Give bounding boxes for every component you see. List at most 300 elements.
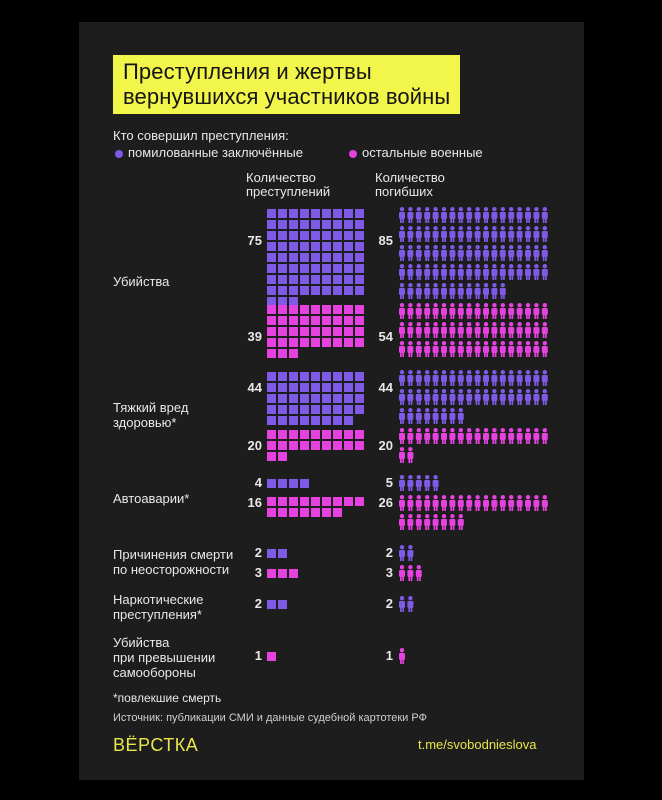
crime-square [322,242,331,251]
crime-square [300,441,309,450]
victims-people-other [399,565,422,581]
victim-icon [533,322,539,338]
victim-icon [399,245,405,261]
crime-square [289,316,298,325]
crime-square [311,338,320,347]
victim-icon [542,245,548,261]
crime-square [344,264,353,273]
victim-icon [491,303,497,319]
crime-square [344,242,353,251]
crime-square [311,497,320,506]
victim-icon [475,389,481,405]
victim-icon [491,370,497,386]
crimes-squares-pardoned [267,372,364,425]
victim-icon [407,370,413,386]
crime-square [311,275,320,284]
category-label-line: самообороны [113,665,196,680]
crime-square [333,372,342,381]
victim-icon [424,341,430,357]
victim-icon [424,283,430,299]
crime-square [278,286,287,295]
victim-icon [533,341,539,357]
victim-icon [424,245,430,261]
crime-square [322,430,331,439]
victim-icon [500,370,506,386]
crimes-count-pardoned: 44 [247,380,262,395]
victim-icon [424,303,430,319]
crime-square [278,264,287,273]
victim-icon [542,322,548,338]
crime-square [355,497,364,506]
victim-icon [441,514,447,530]
victim-icon [399,283,405,299]
crime-square [278,316,287,325]
crime-square [355,316,364,325]
crime-square [333,508,342,517]
victim-icon [458,428,464,444]
victim-icon [508,264,514,280]
crime-square [289,372,298,381]
victim-icon [533,245,539,261]
crime-square [322,220,331,229]
victim-icon [416,565,422,581]
crime-square [344,497,353,506]
crime-square [311,253,320,262]
crime-square [355,405,364,414]
column-head-deaths-line-1: Количество [375,170,445,185]
crime-square [300,286,309,295]
crime-square [267,569,276,578]
crime-square [311,508,320,517]
victim-icon [441,283,447,299]
victim-icon [458,322,464,338]
victim-icon [500,428,506,444]
crime-square [344,338,353,347]
victim-icon [542,264,548,280]
victim-icon [424,408,430,424]
crime-square [344,327,353,336]
victim-icon [449,389,455,405]
crime-square [311,305,320,314]
victim-icon [483,283,489,299]
victim-icon [483,389,489,405]
crime-square [333,264,342,273]
victim-icon [517,495,523,511]
crime-square [355,264,364,273]
crime-square [333,394,342,403]
crimes-count-pardoned: 2 [254,596,262,611]
crime-square [278,220,287,229]
crimes-squares-other [267,430,364,461]
victim-icon [466,341,472,357]
deaths-count-pardoned: 44 [378,380,393,395]
legend-label-pardoned: помилованные заключённые [128,145,303,160]
crime-square [311,231,320,240]
victim-icon [542,303,548,319]
crime-square [267,383,276,392]
crime-square [311,416,320,425]
crime-square [344,383,353,392]
crime-square [344,253,353,262]
crime-square [278,297,287,306]
deaths-count-other: 3 [385,565,393,580]
victim-icon [399,370,405,386]
crime-square [333,275,342,284]
crimes-count-pardoned: 2 [254,545,262,560]
title-line-1: Преступления и жертвы [123,59,372,84]
victim-icon [407,428,413,444]
crime-square [322,508,331,517]
victim-icon [399,322,405,338]
victim-icon [525,264,531,280]
crime-square [300,305,309,314]
crime-square [289,297,298,306]
victim-icon [433,283,439,299]
victim-icon [433,341,439,357]
victim-icon [466,245,472,261]
crime-square [355,242,364,251]
victim-icon [407,514,413,530]
victim-icon [533,226,539,242]
crimes-squares-other [267,652,276,661]
victim-icon [475,322,481,338]
crime-square [322,338,331,347]
crime-square [300,430,309,439]
victim-icon [500,389,506,405]
crime-square [300,264,309,273]
crime-square [289,405,298,414]
victim-icon [399,207,405,223]
victim-icon [416,283,422,299]
crimes-squares-pardoned [267,209,364,306]
crime-square [300,209,309,218]
victim-icon [466,264,472,280]
victim-icon [508,389,514,405]
crime-square [344,231,353,240]
victim-icon [525,495,531,511]
column-head-deaths-line-2: погибших [375,184,433,199]
crime-square [322,253,331,262]
crime-square [333,220,342,229]
victim-icon [433,475,439,491]
victim-icon [508,495,514,511]
crime-square [355,327,364,336]
crime-square [333,209,342,218]
category-label-line: по неосторожности [113,562,230,577]
crime-square [300,242,309,251]
crime-square [333,383,342,392]
victim-icon [533,370,539,386]
victim-icon [466,428,472,444]
crime-square [267,316,276,325]
crime-square [311,316,320,325]
category-label-line: Автоаварии* [113,491,190,506]
victim-icon [416,389,422,405]
crime-square [333,430,342,439]
crime-square [311,405,320,414]
crime-square [289,394,298,403]
crime-square [267,497,276,506]
victim-icon [424,322,430,338]
victim-icon [458,283,464,299]
crime-square [289,338,298,347]
victim-icon [500,264,506,280]
source-note: Источник: публикации СМИ и данные судебной картотеки РФ [113,712,427,724]
victim-icon [475,495,481,511]
victim-icon [449,341,455,357]
victim-icon [483,226,489,242]
victim-icon [466,283,472,299]
victim-icon [416,207,422,223]
victim-icon [542,207,548,223]
crime-square [278,441,287,450]
victim-icon [508,370,514,386]
victim-icon [441,389,447,405]
victim-icon [525,370,531,386]
victim-icon [483,245,489,261]
victim-icon [416,408,422,424]
crime-square [355,372,364,381]
crime-square [267,264,276,273]
victim-icon [475,341,481,357]
victim-icon [533,389,539,405]
victim-icon [500,341,506,357]
victim-icon [416,495,422,511]
crime-square [333,416,342,425]
crime-square [267,549,276,558]
victim-icon [500,226,506,242]
victim-icon [475,283,481,299]
crime-square [311,327,320,336]
crime-square [278,416,287,425]
victim-icon [399,389,405,405]
victim-icon [475,264,481,280]
crime-square [333,242,342,251]
crime-square [289,286,298,295]
victim-icon [517,207,523,223]
victim-icon [542,389,548,405]
victim-icon [508,341,514,357]
victim-icon [449,495,455,511]
victim-icon [533,428,539,444]
victim-icon [508,245,514,261]
crime-square [289,508,298,517]
victim-icon [424,514,430,530]
crime-square [311,220,320,229]
crime-square [289,305,298,314]
crimes-squares-pardoned [267,549,287,558]
crime-square [289,275,298,284]
crime-square [355,441,364,450]
crime-square [278,479,287,488]
crime-square [289,231,298,240]
victim-icon [449,428,455,444]
crime-square [278,549,287,558]
victim-icon [407,245,413,261]
crime-square [344,441,353,450]
victim-icon [399,648,405,664]
victim-icon [483,322,489,338]
victim-icon [483,303,489,319]
crime-square [267,349,276,358]
crimes-squares-pardoned [267,600,287,609]
crime-square [278,209,287,218]
victim-icon [466,226,472,242]
crime-square [278,430,287,439]
crime-square [289,253,298,262]
crime-square [267,452,276,461]
crimes-count-other: 16 [247,495,262,510]
crime-square [267,479,276,488]
victim-icon [424,226,430,242]
victim-icon [433,370,439,386]
crime-square [355,286,364,295]
victim-icon [441,264,447,280]
telegram-link[interactable]: t.me/svobodnieslova [418,737,537,752]
crime-square [278,452,287,461]
crime-square [278,253,287,262]
victim-icon [416,514,422,530]
victims-people-other [399,495,548,530]
victim-icon [517,264,523,280]
category-label-line: Причинения смерти [113,547,234,562]
crime-square [322,231,331,240]
crime-square [355,220,364,229]
deaths-count-other: 20 [378,438,393,453]
victims-people-other [399,428,548,463]
victim-icon [399,226,405,242]
deaths-count-pardoned: 5 [385,475,393,490]
crime-square [322,316,331,325]
victim-icon [458,514,464,530]
victims-people-pardoned [399,207,548,299]
victim-icon [517,341,523,357]
deaths-count-other: 54 [378,329,393,344]
victim-icon [441,408,447,424]
victim-icon [433,428,439,444]
category-label-line: Убийства [113,274,170,289]
victim-icon [525,303,531,319]
victim-icon [399,565,405,581]
victim-icon [491,322,497,338]
victim-icon [533,207,539,223]
victim-icon [416,245,422,261]
crime-square [300,275,309,284]
crime-square [322,383,331,392]
crime-square [344,372,353,381]
crime-square [344,275,353,284]
victim-icon [533,495,539,511]
category-label-line: здоровью* [113,415,177,430]
victim-icon [475,428,481,444]
crime-square [267,231,276,240]
crimes-count-other: 3 [254,565,262,580]
crime-square [289,209,298,218]
category-label-line: преступления* [113,607,202,622]
crime-square [300,383,309,392]
victim-icon [399,428,405,444]
victim-icon [433,408,439,424]
victim-icon [458,389,464,405]
victim-icon [441,322,447,338]
crime-square [333,497,342,506]
victims-people-other [399,648,405,664]
crime-square [300,479,309,488]
victim-icon [517,245,523,261]
victim-icon [416,226,422,242]
deaths-count-other: 1 [385,648,393,663]
victim-icon [483,428,489,444]
category-label-line: Наркотические [113,592,204,607]
victim-icon [449,264,455,280]
crime-square [300,316,309,325]
publisher-logo: ВЁРСТКА [113,735,199,755]
crime-square [289,242,298,251]
victim-icon [399,475,405,491]
deaths-count-pardoned: 2 [385,545,393,560]
crime-square [267,220,276,229]
victim-icon [466,389,472,405]
crime-square [289,441,298,450]
victim-icon [433,303,439,319]
victim-icon [407,475,413,491]
victim-icon [424,475,430,491]
crime-square [355,231,364,240]
victim-icon [491,389,497,405]
crime-square [322,305,331,314]
crime-square [267,372,276,381]
victim-icon [517,226,523,242]
victim-icon [441,226,447,242]
crime-square [289,430,298,439]
victim-icon [441,370,447,386]
crime-square [267,242,276,251]
victim-icon [483,495,489,511]
crime-square [300,231,309,240]
crime-square [355,209,364,218]
victim-icon [475,303,481,319]
crime-square [278,305,287,314]
crime-square [344,305,353,314]
victim-icon [433,322,439,338]
category-label-line: Тяжкий вред [113,400,189,415]
victim-icon [441,495,447,511]
victim-icon [441,303,447,319]
crime-square [333,231,342,240]
victim-icon [466,370,472,386]
crime-square [300,394,309,403]
victim-icon [407,283,413,299]
victim-icon [458,245,464,261]
victim-icon [407,545,413,561]
crimes-squares-other [267,305,364,358]
victim-icon [449,303,455,319]
crime-square [333,316,342,325]
crime-square [289,479,298,488]
victim-icon [525,245,531,261]
victim-icon [407,264,413,280]
victim-icon [449,514,455,530]
crime-square [267,394,276,403]
victim-icon [525,428,531,444]
victim-icon [433,495,439,511]
victim-icon [475,226,481,242]
victim-icon [433,226,439,242]
victim-icon [525,226,531,242]
victim-icon [508,207,514,223]
crime-square [355,253,364,262]
crime-square [311,209,320,218]
